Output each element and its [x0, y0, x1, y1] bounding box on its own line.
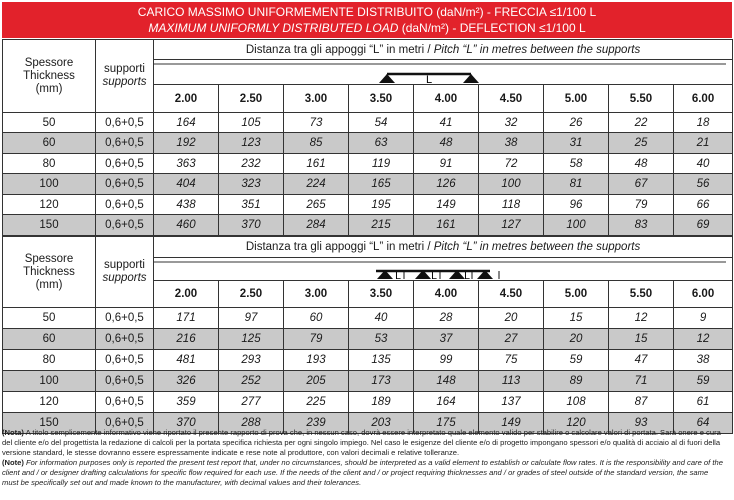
- load-value-cell: 148: [414, 371, 479, 392]
- note-italian-label: (Nota): [2, 428, 24, 437]
- load-value-cell: 71: [609, 371, 674, 392]
- note-english-text: For information purposes only is reported the present test report that, under no circumstances, should be interpreted as a valid element to establish or calculate flow rates. It is the responsibility and care of the client and / or designer drafting calculations for specific flow required for each use. If the needs of the client and / or project requiring thicknesses and / or grades of steel outside of the standard version, the same must be specifically set out and made known to the manufacturer, with decimal values and their tolerances.: [2, 458, 723, 487]
- thickness-cell: 100: [3, 371, 96, 392]
- thickness-header-en: Thickness: [23, 69, 75, 82]
- load-value-cell: 195: [349, 195, 414, 215]
- load-value-cell: 21: [674, 133, 733, 154]
- load-value-cell: 26: [544, 113, 609, 133]
- thickness-header-en: Thickness: [23, 265, 75, 278]
- supports-cell: 0,6+0,5: [96, 174, 154, 195]
- load-value-cell: 165: [349, 174, 414, 195]
- supports-cell: 0,6+0,5: [96, 154, 154, 174]
- load-value-cell: 118: [479, 195, 544, 215]
- load-value-cell: 37: [414, 329, 479, 350]
- pitch-header-cell: 4.00: [414, 281, 479, 308]
- thickness-cell: 60: [3, 329, 96, 350]
- load-value-cell: 81: [544, 174, 609, 195]
- load-value-cell: 96: [544, 195, 609, 215]
- supports-cell: 0,6+0,5: [96, 113, 154, 133]
- thickness-cell: 120: [3, 195, 96, 215]
- load-value-cell: 363: [154, 154, 219, 174]
- span-label-2: L: [431, 270, 437, 280]
- load-value-cell: 460: [154, 215, 219, 236]
- load-value-cell: 252: [219, 371, 284, 392]
- pitch-header-cell: 3.00: [284, 281, 349, 308]
- load-value-cell: 126: [414, 174, 479, 195]
- load-value-cell: 232: [219, 154, 284, 174]
- load-value-cell: 40: [674, 154, 733, 174]
- load-value-cell: 20: [544, 329, 609, 350]
- load-value-cell: 56: [674, 174, 733, 195]
- load-table-single-span: [2, 39, 733, 236]
- load-value-cell: 323: [219, 174, 284, 195]
- load-value-cell: 28: [414, 308, 479, 329]
- load-value-cell: 99: [414, 350, 479, 371]
- load-value-cell: 32: [479, 113, 544, 133]
- load-value-cell: 38: [479, 133, 544, 154]
- load-value-cell: 48: [414, 133, 479, 154]
- load-value-cell: 164: [154, 113, 219, 133]
- load-value-cell: 91: [414, 154, 479, 174]
- load-value-cell: 9: [674, 308, 733, 329]
- load-value-cell: 173: [349, 371, 414, 392]
- load-value-cell: 100: [479, 174, 544, 195]
- table-row: [3, 154, 733, 174]
- thickness-cell: 80: [3, 350, 96, 371]
- load-value-cell: 22: [609, 113, 674, 133]
- title-english: [2, 20, 732, 36]
- supports-header-it: supporti: [104, 63, 145, 75]
- thickness-cell: 150: [3, 413, 96, 434]
- single-span-diagram: [154, 60, 726, 84]
- thickness-header: [3, 237, 96, 308]
- thickness-cell: 100: [3, 174, 96, 195]
- load-value-cell: 164: [414, 392, 479, 413]
- thickness-header-it: Spessore: [24, 252, 74, 265]
- load-value-cell: 481: [154, 350, 219, 371]
- load-value-cell: 38: [674, 350, 733, 371]
- load-value-cell: 79: [284, 329, 349, 350]
- supports-cell: 0,6+0,5: [96, 413, 154, 434]
- load-value-cell: 359: [154, 392, 219, 413]
- load-value-cell: 100: [544, 215, 609, 236]
- load-value-cell: 193: [284, 350, 349, 371]
- distance-header-it: Distanza tra gli appoggi “L” in metri /: [245, 241, 434, 253]
- supports-cell: 0,6+0,5: [96, 133, 154, 154]
- load-value-cell: 293: [219, 350, 284, 371]
- distance-header-en: Pitch “L” in metres between the supports: [433, 43, 641, 56]
- load-value-cell: 87: [609, 392, 674, 413]
- load-value-cell: 239: [284, 413, 349, 434]
- load-value-cell: 192: [154, 133, 219, 154]
- load-value-cell: 216: [154, 329, 219, 350]
- load-value-cell: 53: [349, 329, 414, 350]
- table-row: [3, 174, 733, 195]
- load-value-cell: 404: [154, 174, 219, 195]
- load-value-cell: 58: [544, 154, 609, 174]
- supports-cell: 0,6+0,5: [96, 329, 154, 350]
- span-diagram-cell: [154, 60, 733, 85]
- thickness-cell: 150: [3, 215, 96, 236]
- distance-header: [154, 237, 733, 258]
- pitch-header-cell: 3.50: [349, 281, 414, 308]
- pitch-header-cell: 6.00: [674, 281, 733, 308]
- table-row: [3, 215, 733, 236]
- supports-cell: 0,6+0,5: [96, 371, 154, 392]
- load-value-cell: 27: [479, 329, 544, 350]
- supports-cell: 0,6+0,5: [96, 308, 154, 329]
- load-value-cell: 370: [219, 215, 284, 236]
- note-italian: [2, 428, 726, 458]
- pitch-header-cell: 2.00: [154, 281, 219, 308]
- load-value-cell: 123: [219, 133, 284, 154]
- load-value-cell: 175: [414, 413, 479, 434]
- load-value-cell: 105: [219, 113, 284, 133]
- multi-span-diagram: [154, 258, 726, 280]
- load-value-cell: 120: [544, 413, 609, 434]
- thickness-header-unit: (mm): [35, 278, 63, 291]
- supports-header-en: supports: [102, 272, 147, 284]
- pitch-header-cell: 5.50: [609, 281, 674, 308]
- supports-cell: 0,6+0,5: [96, 392, 154, 413]
- load-value-cell: 41: [414, 113, 479, 133]
- span-label-3: L: [464, 270, 470, 280]
- load-value-cell: 277: [219, 392, 284, 413]
- thickness-header-it: Spessore: [24, 56, 74, 69]
- load-value-cell: 288: [219, 413, 284, 434]
- load-value-cell: 137: [479, 392, 544, 413]
- load-value-cell: 18: [674, 113, 733, 133]
- table-row: [3, 308, 733, 329]
- load-value-cell: 64: [674, 413, 733, 434]
- load-value-cell: 12: [674, 329, 733, 350]
- supports-cell: 0,6+0,5: [96, 350, 154, 371]
- load-value-cell: 265: [284, 195, 349, 215]
- pitch-header-cell: 2.50: [219, 281, 284, 308]
- span-diagram-cell: [154, 258, 733, 281]
- note-english-label: (Note): [2, 458, 24, 467]
- load-value-cell: 203: [349, 413, 414, 434]
- pitch-header-cell: 3.00: [284, 85, 349, 113]
- load-value-cell: 89: [544, 371, 609, 392]
- load-value-cell: 66: [674, 195, 733, 215]
- thickness-cell: 80: [3, 154, 96, 174]
- load-value-cell: 59: [674, 371, 733, 392]
- supports-header-en: supports: [102, 76, 147, 88]
- load-value-cell: 59: [544, 350, 609, 371]
- load-table-multi-span: [2, 236, 733, 434]
- thickness-cell: 120: [3, 392, 96, 413]
- load-value-cell: 326: [154, 371, 219, 392]
- load-value-cell: 47: [609, 350, 674, 371]
- load-value-cell: 225: [284, 392, 349, 413]
- load-value-cell: 15: [544, 308, 609, 329]
- load-value-cell: 215: [349, 215, 414, 236]
- load-value-cell: 149: [414, 195, 479, 215]
- thickness-cell: 50: [3, 308, 96, 329]
- load-value-cell: 127: [479, 215, 544, 236]
- load-value-cell: 224: [284, 174, 349, 195]
- load-value-cell: 161: [284, 154, 349, 174]
- pitch-header-cell: 5.00: [544, 85, 609, 113]
- pitch-header-cell: 3.50: [349, 85, 414, 113]
- load-value-cell: 79: [609, 195, 674, 215]
- load-value-cell: 54: [349, 113, 414, 133]
- pitch-header-cell: 5.00: [544, 281, 609, 308]
- supports-header: [96, 237, 154, 308]
- load-value-cell: 63: [349, 133, 414, 154]
- load-value-cell: 60: [284, 308, 349, 329]
- pitch-header-cell: 4.00: [414, 85, 479, 113]
- supports-cell: 0,6+0,5: [96, 195, 154, 215]
- load-value-cell: 284: [284, 215, 349, 236]
- pitch-header-cell: 2.00: [154, 85, 219, 113]
- load-value-cell: 75: [479, 350, 544, 371]
- thickness-header: [3, 40, 96, 113]
- load-value-cell: 119: [349, 154, 414, 174]
- load-value-cell: 108: [544, 392, 609, 413]
- thickness-cell: 50: [3, 113, 96, 133]
- load-value-cell: 125: [219, 329, 284, 350]
- load-value-cell: 15: [609, 329, 674, 350]
- load-value-cell: 69: [674, 215, 733, 236]
- supports-header: [96, 40, 154, 113]
- load-value-cell: 31: [544, 133, 609, 154]
- table-row: [3, 392, 733, 413]
- load-value-cell: 72: [479, 154, 544, 174]
- table-row: [3, 329, 733, 350]
- pitch-header-cell: 5.50: [609, 85, 674, 113]
- load-value-cell: 61: [674, 392, 733, 413]
- load-value-cell: 189: [349, 392, 414, 413]
- load-value-cell: 73: [284, 113, 349, 133]
- table-row: [3, 195, 733, 215]
- load-value-cell: 171: [154, 308, 219, 329]
- thickness-header-unit: (mm): [35, 82, 63, 95]
- distance-header: [154, 40, 733, 60]
- thickness-cell: 60: [3, 133, 96, 154]
- pitch-header-cell: 4.50: [479, 85, 544, 113]
- span-label-1: L: [395, 270, 401, 280]
- load-value-cell: 97: [219, 308, 284, 329]
- load-value-cell: 135: [349, 350, 414, 371]
- load-value-cell: 205: [284, 371, 349, 392]
- title-english-units: (daN/m²) - DEFLECTION ≤1/100 L: [398, 21, 586, 35]
- table-row: [3, 350, 733, 371]
- load-value-cell: 25: [609, 133, 674, 154]
- footnotes: [2, 428, 726, 488]
- load-value-cell: 370: [154, 413, 219, 434]
- load-value-cell: 48: [609, 154, 674, 174]
- load-value-cell: 12: [609, 308, 674, 329]
- load-value-cell: 161: [414, 215, 479, 236]
- load-value-cell: 83: [609, 215, 674, 236]
- pitch-header-cell: 6.00: [674, 85, 733, 113]
- load-value-cell: 351: [219, 195, 284, 215]
- load-value-cell: 40: [349, 308, 414, 329]
- supports-cell: 0,6+0,5: [96, 215, 154, 236]
- note-italian-text: A titolo semplicemente informativo viene riportato il presente rapporto di prova che, in nessun caso, dovrà essere interpretato quale elemento valido per stabilire o calcolare valori di portata. Sarà onere e cura del cliente e/o del progettista la redazione di calcoli per la portata specifica richiesta per ogni singolo impiego. Nel caso le esigenze del cliente e/o di progetto impongano spessori e/o qualità di acciaio al di fuori della versione standard, le stesse dovranno essere espressamente indicate e rese note al produttore, con valori decimali e relative tolleranze.: [2, 428, 721, 457]
- title-english-italic: MAXIMUM UNIFORMLY DISTRIBUTED LOAD: [148, 21, 399, 35]
- load-value-cell: 149: [479, 413, 544, 434]
- load-value-cell: 85: [284, 133, 349, 154]
- table-row: [3, 371, 733, 392]
- supports-header-it: supporti: [104, 259, 145, 271]
- table-row: [3, 133, 733, 154]
- table-row: [3, 113, 733, 133]
- pitch-header-cell: 2.50: [219, 85, 284, 113]
- pitch-header-cell: 4.50: [479, 281, 544, 308]
- note-english: [2, 458, 726, 488]
- load-value-cell: 113: [479, 371, 544, 392]
- title-banner: [2, 2, 732, 38]
- load-value-cell: 67: [609, 174, 674, 195]
- distance-header-en: Pitch “L” in metres between the supports: [433, 241, 641, 253]
- distance-header-it: Distanza tra gli appoggi “L” in metri /: [245, 43, 434, 56]
- title-italian: CARICO MASSIMO UNIFORMEMENTE DISTRIBUITO (daN/m²) - FRECCIA ≤1/100 L: [137, 5, 597, 19]
- load-value-cell: 93: [609, 413, 674, 434]
- load-value-cell: 20: [479, 308, 544, 329]
- load-value-cell: 438: [154, 195, 219, 215]
- span-label: L: [425, 74, 433, 84]
